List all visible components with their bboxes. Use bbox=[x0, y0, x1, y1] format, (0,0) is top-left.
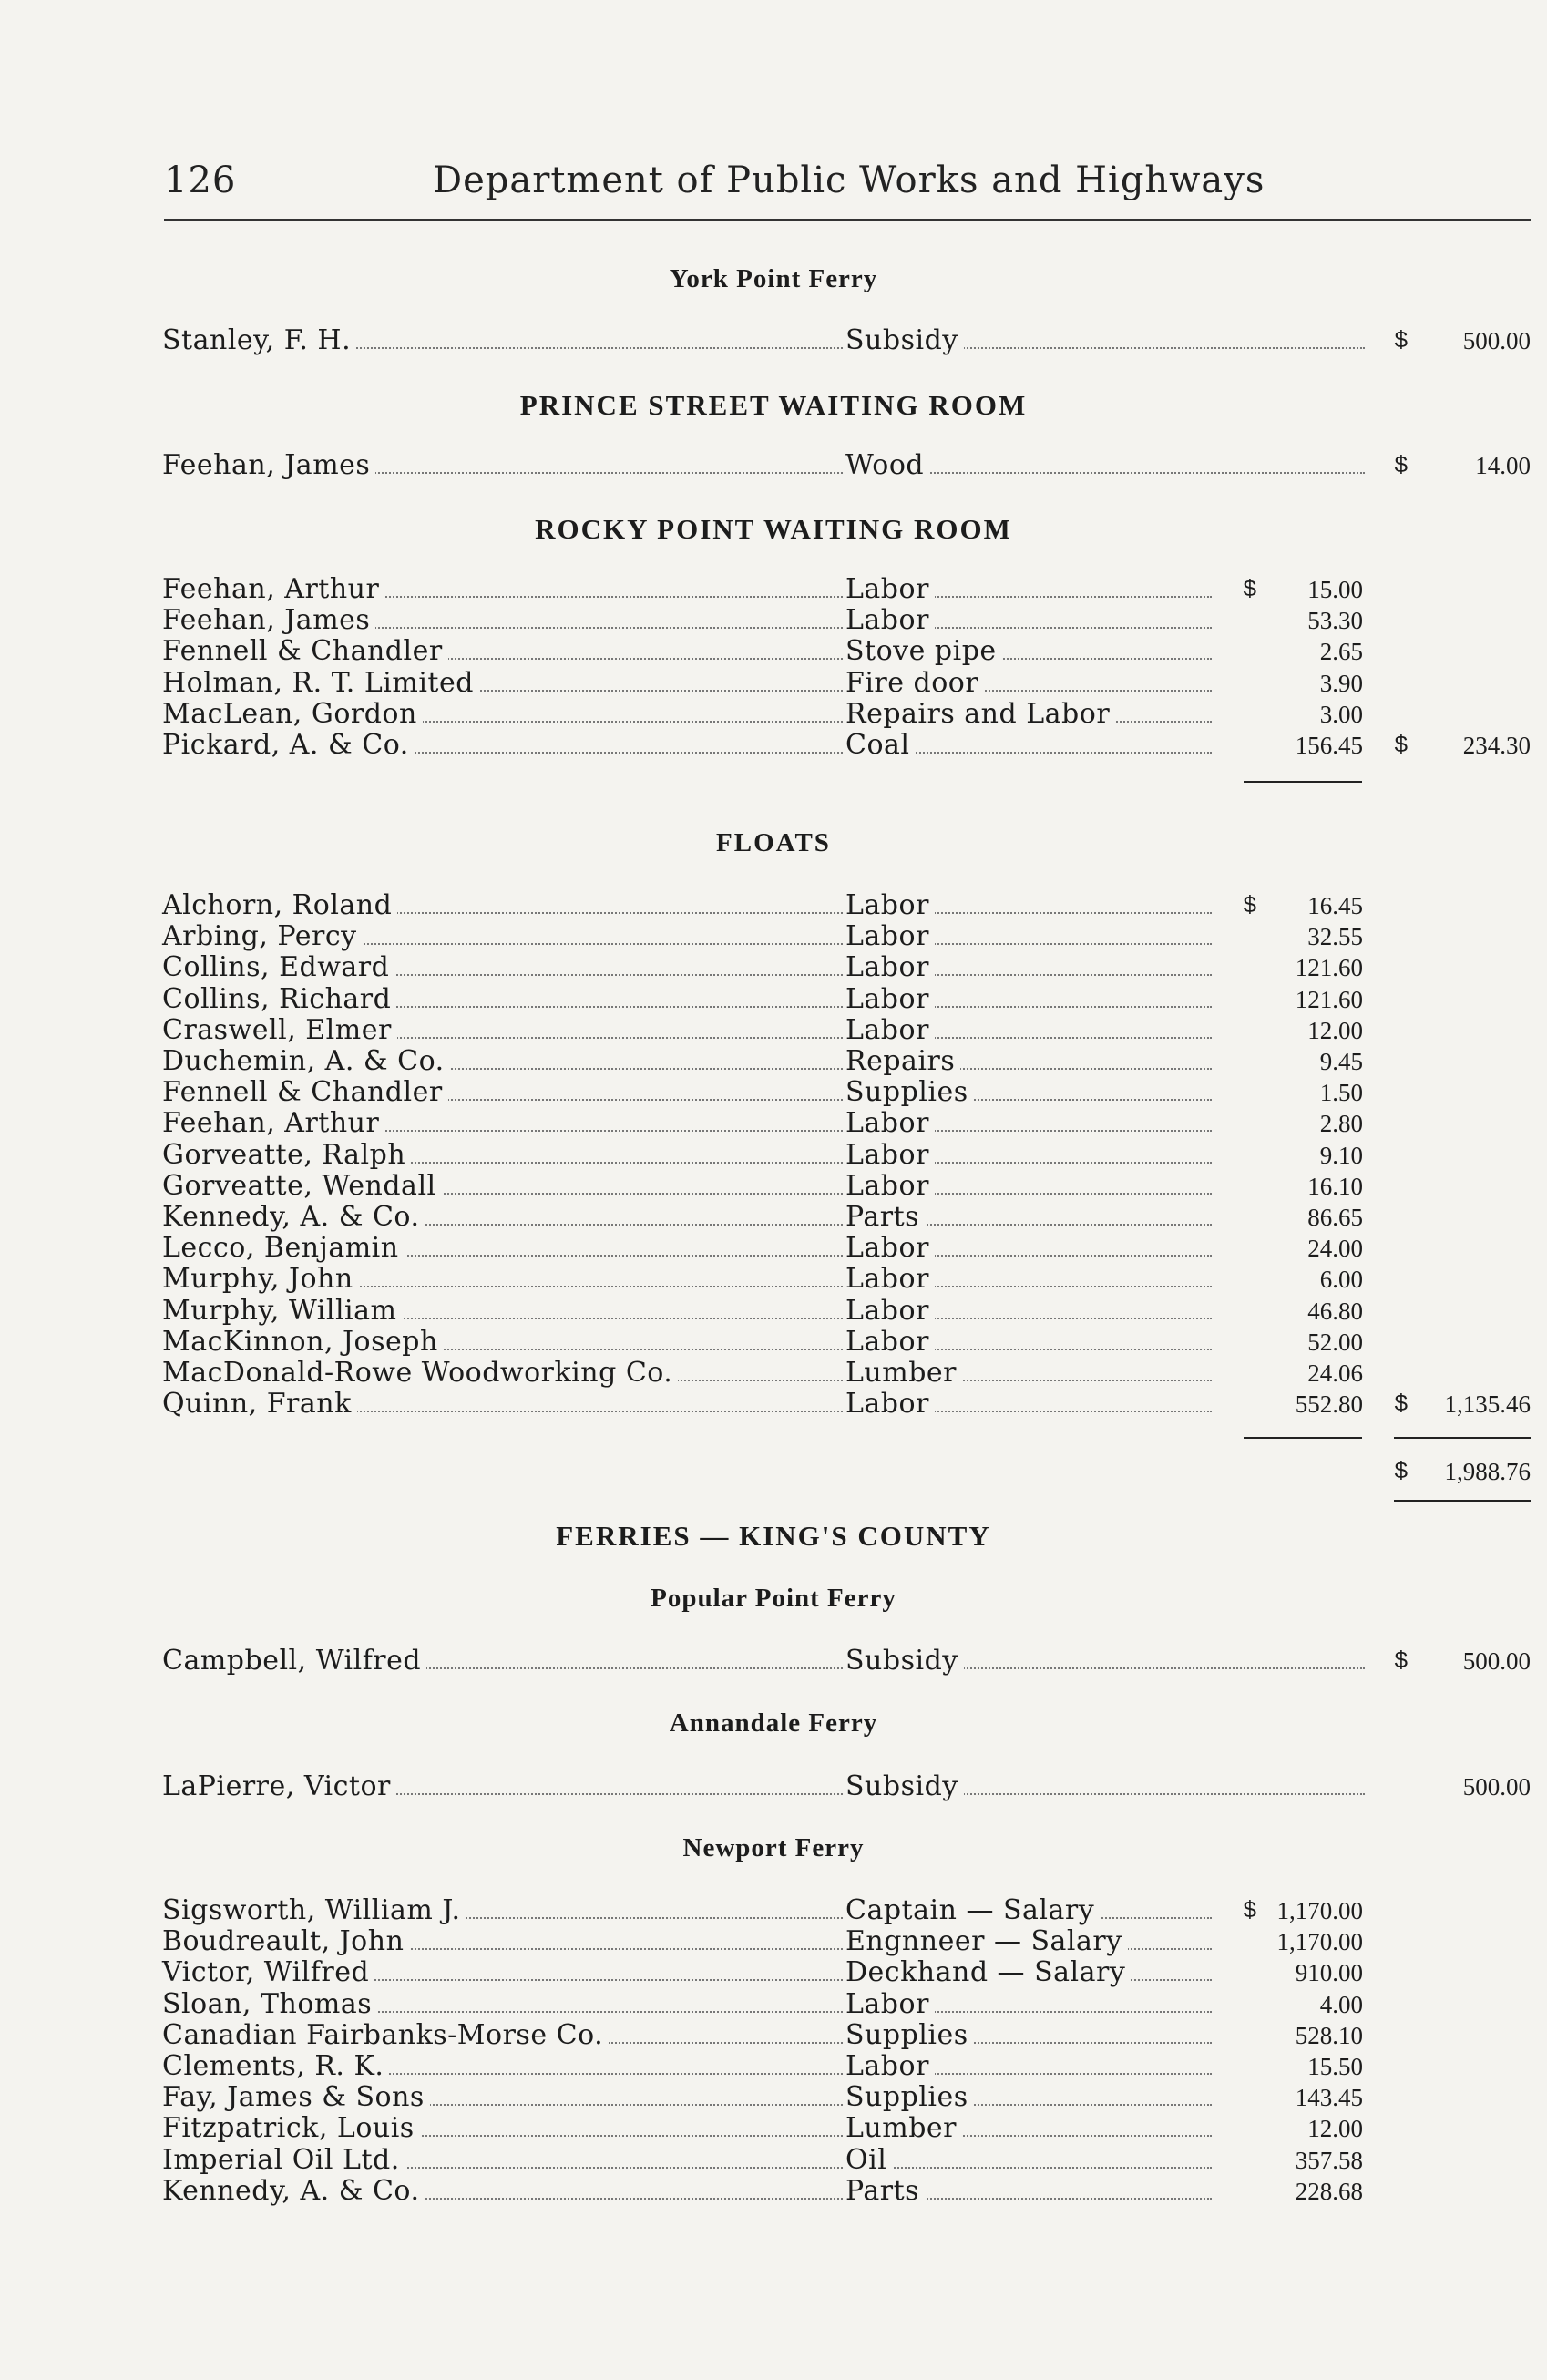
entry-amount: 143.45 bbox=[1295, 2084, 1363, 2112]
section-heading-prince-street: PRINCE STREET WAITING ROOM bbox=[519, 389, 1028, 421]
entry-amount: 12.00 bbox=[1307, 1016, 1363, 1044]
entry-amount: 24.00 bbox=[1307, 1235, 1363, 1263]
payee-name: Fay, James & Sons bbox=[162, 2082, 430, 2113]
currency-sign: $ bbox=[1243, 576, 1257, 603]
expense-item: Labor bbox=[845, 890, 935, 921]
entry-amount: 6.00 bbox=[1319, 1266, 1363, 1294]
expense-item: Labor bbox=[845, 1233, 935, 1264]
entry-amount: 46.80 bbox=[1307, 1297, 1363, 1325]
payee-name: LaPierre, Victor bbox=[162, 1771, 396, 1802]
entry-amount: 3.00 bbox=[1319, 700, 1363, 728]
subtotal-rule bbox=[1394, 1437, 1531, 1439]
expense-item: Labor bbox=[845, 1171, 935, 1202]
entry-amount: 52.00 bbox=[1307, 1328, 1363, 1356]
section-heading-ferries-kings-county: FERRIES — KING'S COUNTY bbox=[556, 1520, 991, 1552]
expense-item: Repairs bbox=[845, 1046, 960, 1077]
entry-amount: 4.00 bbox=[1319, 1990, 1363, 2018]
expense-item: Coal bbox=[845, 730, 916, 761]
payee-name: Feehan, Arthur bbox=[162, 574, 384, 605]
expense-item: Parts bbox=[845, 2176, 925, 2207]
ledger-row bbox=[0, 2176, 1547, 2207]
ledger-row bbox=[0, 1140, 1547, 1171]
ledger-row bbox=[0, 1771, 1547, 1802]
expense-item: Labor bbox=[845, 574, 935, 605]
entry-amount: 24.06 bbox=[1307, 1359, 1363, 1387]
expense-item: Oil bbox=[845, 2145, 892, 2176]
grand-total-rule bbox=[1394, 1500, 1531, 1502]
expense-item: Labor bbox=[845, 921, 935, 952]
ledger-row bbox=[0, 699, 1547, 730]
payee-name: Fennell & Chandler bbox=[162, 636, 448, 667]
payee-name: Arbing, Percy bbox=[162, 921, 363, 952]
payee-name: Stanley, F. H. bbox=[162, 325, 356, 356]
entry-amount: 15.00 bbox=[1307, 576, 1363, 603]
expense-item: Labor bbox=[845, 952, 935, 983]
entry-amount: 15.50 bbox=[1307, 2053, 1363, 2080]
entry-amount: 121.60 bbox=[1295, 985, 1363, 1013]
expense-item: Labor bbox=[845, 1296, 935, 1327]
entry-amount: 32.55 bbox=[1307, 923, 1363, 951]
payee-name: Canadian Fairbanks-Morse Co. bbox=[162, 2020, 609, 2051]
ledger-row bbox=[0, 1046, 1547, 1077]
entry-amount: 12.00 bbox=[1307, 2115, 1363, 2143]
payee-name: Quinn, Frank bbox=[162, 1389, 357, 1420]
expense-item: Captain — Salary bbox=[845, 1895, 1100, 1926]
section-heading-york-point-ferry: York Point Ferry bbox=[669, 264, 878, 293]
currency-sign: $ bbox=[1394, 327, 1409, 354]
entry-amount: 16.10 bbox=[1307, 1172, 1363, 1200]
expense-item: Wood bbox=[845, 450, 929, 481]
entry-amount: 910.00 bbox=[1295, 1959, 1363, 1987]
currency-sign: $ bbox=[1394, 452, 1409, 479]
subtotal-rule bbox=[1244, 1437, 1362, 1439]
page-title: Department of Public Works and Highways bbox=[433, 159, 1265, 201]
expense-item: Subsidy bbox=[845, 1771, 964, 1802]
section-heading-newport-ferry: Newport Ferry bbox=[682, 1833, 865, 1862]
entry-amount: 357.58 bbox=[1295, 2146, 1363, 2174]
ledger-row bbox=[0, 1926, 1547, 1957]
ledger-row bbox=[0, 1077, 1547, 1108]
ledger-row bbox=[0, 921, 1547, 952]
ledger-row bbox=[0, 668, 1547, 699]
section-total: 500.00 bbox=[1462, 327, 1531, 354]
payee-name: Feehan, James bbox=[162, 605, 375, 636]
payee-name: Fitzpatrick, Louis bbox=[162, 2113, 420, 2144]
section-heading-rocky-point: ROCKY POINT WAITING ROOM bbox=[535, 513, 1012, 545]
section-heading-annandale-ferry: Annandale Ferry bbox=[669, 1708, 878, 1738]
payee-name: Boudreault, John bbox=[162, 1926, 409, 1957]
payee-name: Clements, R. K. bbox=[162, 2051, 389, 2082]
ledger-row bbox=[0, 890, 1547, 921]
payee-name: Feehan, Arthur bbox=[162, 1108, 384, 1139]
payee-name: Feehan, James bbox=[162, 450, 375, 481]
grand-total-amount: 1,988.76 bbox=[1444, 1458, 1531, 1485]
payee-name: Lecco, Benjamin bbox=[162, 1233, 405, 1264]
ledger-row bbox=[0, 1957, 1547, 1988]
section-total: 14.00 bbox=[1475, 452, 1531, 479]
section-heading-floats: FLOATS bbox=[716, 828, 831, 857]
expense-item: Supplies bbox=[845, 2020, 974, 2051]
expense-item: Parts bbox=[845, 1202, 925, 1233]
expense-item: Labor bbox=[845, 1140, 935, 1171]
ledger-row bbox=[0, 1646, 1547, 1677]
currency-sign: $ bbox=[1394, 1458, 1409, 1485]
currency-sign: $ bbox=[1394, 732, 1409, 759]
currency-sign: $ bbox=[1243, 1897, 1257, 1924]
header-rule bbox=[164, 219, 1531, 221]
ledger-row bbox=[0, 1108, 1547, 1139]
expense-item: Lumber bbox=[845, 1358, 962, 1389]
payee-name: Victor, Wilfred bbox=[162, 1957, 374, 1988]
ledger-row bbox=[0, 2051, 1547, 2082]
currency-sign: $ bbox=[1243, 892, 1257, 919]
expense-item: Subsidy bbox=[845, 1646, 964, 1677]
ledger-row bbox=[0, 325, 1547, 356]
expense-item: Supplies bbox=[845, 2082, 974, 2113]
payee-name: Collins, Edward bbox=[162, 952, 394, 983]
entry-amount: 1.50 bbox=[1319, 1079, 1363, 1107]
ledger-row bbox=[0, 1327, 1547, 1358]
ledger-row bbox=[0, 2113, 1547, 2144]
section-total: 500.00 bbox=[1462, 1773, 1531, 1800]
entry-amount: 1,170.00 bbox=[1276, 1928, 1363, 1956]
entry-amount: 16.45 bbox=[1307, 892, 1363, 919]
ledger-row bbox=[0, 1233, 1547, 1264]
entry-amount: 528.10 bbox=[1295, 2021, 1363, 2049]
payee-name: Pickard, A. & Co. bbox=[162, 730, 415, 761]
expense-item: Repairs and Labor bbox=[845, 699, 1115, 730]
floats-grand-total bbox=[0, 1456, 1547, 1487]
section-total: 1,135.46 bbox=[1444, 1390, 1531, 1419]
payee-name: Duchemin, A. & Co. bbox=[162, 1046, 450, 1077]
ledger-row bbox=[0, 1989, 1547, 2020]
ledger-row bbox=[0, 2020, 1547, 2051]
ledger-row bbox=[0, 2145, 1547, 2176]
payee-name: Kennedy, A. & Co. bbox=[162, 2176, 425, 2207]
entry-amount: 53.30 bbox=[1307, 607, 1363, 635]
section-total: 234.30 bbox=[1462, 732, 1531, 759]
payee-name: Kennedy, A. & Co. bbox=[162, 1202, 425, 1233]
payee-name: Sigsworth, William J. bbox=[162, 1895, 466, 1926]
expense-item: Supplies bbox=[845, 1077, 974, 1108]
expense-item: Labor bbox=[845, 1989, 935, 2020]
expense-item: Labor bbox=[845, 1264, 935, 1295]
payee-name: Collins, Richard bbox=[162, 984, 396, 1015]
ledger-row bbox=[0, 952, 1547, 983]
ledger-row bbox=[0, 1202, 1547, 1233]
entry-amount: 3.90 bbox=[1319, 669, 1363, 697]
expense-item: Labor bbox=[845, 605, 935, 636]
payee-name: Gorveatte, Ralph bbox=[162, 1140, 411, 1171]
entry-amount: 1,170.00 bbox=[1276, 1897, 1363, 1924]
expense-item: Labor bbox=[845, 1389, 935, 1420]
expense-item: Labor bbox=[845, 2051, 935, 2082]
ledger-row bbox=[0, 730, 1547, 761]
currency-sign: $ bbox=[1394, 1390, 1409, 1419]
payee-name: Imperial Oil Ltd. bbox=[162, 2145, 405, 2176]
entry-amount: 121.60 bbox=[1295, 954, 1363, 982]
expense-item: Subsidy bbox=[845, 325, 964, 356]
expense-item: Fire door bbox=[845, 668, 984, 699]
ledger-row bbox=[0, 1358, 1547, 1389]
expense-item: Labor bbox=[845, 984, 935, 1015]
expense-item: Labor bbox=[845, 1108, 935, 1139]
entry-amount: 228.68 bbox=[1295, 2177, 1363, 2205]
expense-item: Lumber bbox=[845, 2113, 962, 2144]
payee-name: Fennell & Chandler bbox=[162, 1077, 448, 1108]
entry-amount: 86.65 bbox=[1307, 1204, 1363, 1231]
payee-name: Gorveatte, Wendall bbox=[162, 1171, 442, 1202]
payee-name: MacDonald-Rowe Woodworking Co. bbox=[162, 1358, 678, 1389]
expense-item: Engnneer — Salary bbox=[845, 1926, 1128, 1957]
page-number: 126 bbox=[164, 159, 237, 201]
expense-item: Stove pipe bbox=[845, 636, 1002, 667]
payee-name: MacKinnon, Joseph bbox=[162, 1327, 444, 1358]
payee-name: Holman, R. T. Limited bbox=[162, 668, 479, 699]
ledger-row bbox=[0, 1171, 1547, 1202]
running-head bbox=[164, 159, 1531, 214]
payee-name: Sloan, Thomas bbox=[162, 1989, 377, 2020]
entry-amount: 2.80 bbox=[1319, 1110, 1363, 1138]
dot-leader bbox=[847, 2167, 1212, 2169]
payee-name: Murphy, John bbox=[162, 1264, 359, 1295]
expense-item: Deckhand — Salary bbox=[845, 1957, 1131, 1988]
ledger-row bbox=[0, 1296, 1547, 1327]
ledger-row bbox=[0, 1389, 1547, 1420]
section-heading-popular-point-ferry: Popular Point Ferry bbox=[651, 1584, 896, 1613]
payee-name: Alchorn, Roland bbox=[162, 890, 397, 921]
ledger-row bbox=[0, 2082, 1547, 2113]
expense-item: Labor bbox=[845, 1327, 935, 1358]
payee-name: MacLean, Gordon bbox=[162, 699, 423, 730]
expense-item: Labor bbox=[845, 1015, 935, 1046]
payee-name: Craswell, Elmer bbox=[162, 1015, 397, 1046]
ledger-row bbox=[0, 636, 1547, 667]
entry-amount: 552.80 bbox=[1295, 1390, 1363, 1419]
payee-name: Campbell, Wilfred bbox=[162, 1646, 426, 1677]
ledger-row bbox=[0, 1895, 1547, 1926]
entry-amount: 9.10 bbox=[1319, 1141, 1363, 1169]
subtotal-rule bbox=[1244, 781, 1362, 783]
ledger-row bbox=[0, 1264, 1547, 1295]
ledger-row bbox=[0, 605, 1547, 636]
entry-amount: 2.65 bbox=[1319, 638, 1363, 666]
ledger-row bbox=[0, 984, 1547, 1015]
ledger-row bbox=[0, 574, 1547, 605]
entry-amount: 156.45 bbox=[1295, 732, 1363, 759]
ledger-row bbox=[0, 1015, 1547, 1046]
currency-sign: $ bbox=[1394, 1647, 1409, 1675]
ledger-row bbox=[0, 450, 1547, 481]
payee-name: Murphy, William bbox=[162, 1296, 402, 1327]
section-total: 500.00 bbox=[1462, 1647, 1531, 1675]
entry-amount: 9.45 bbox=[1319, 1048, 1363, 1075]
